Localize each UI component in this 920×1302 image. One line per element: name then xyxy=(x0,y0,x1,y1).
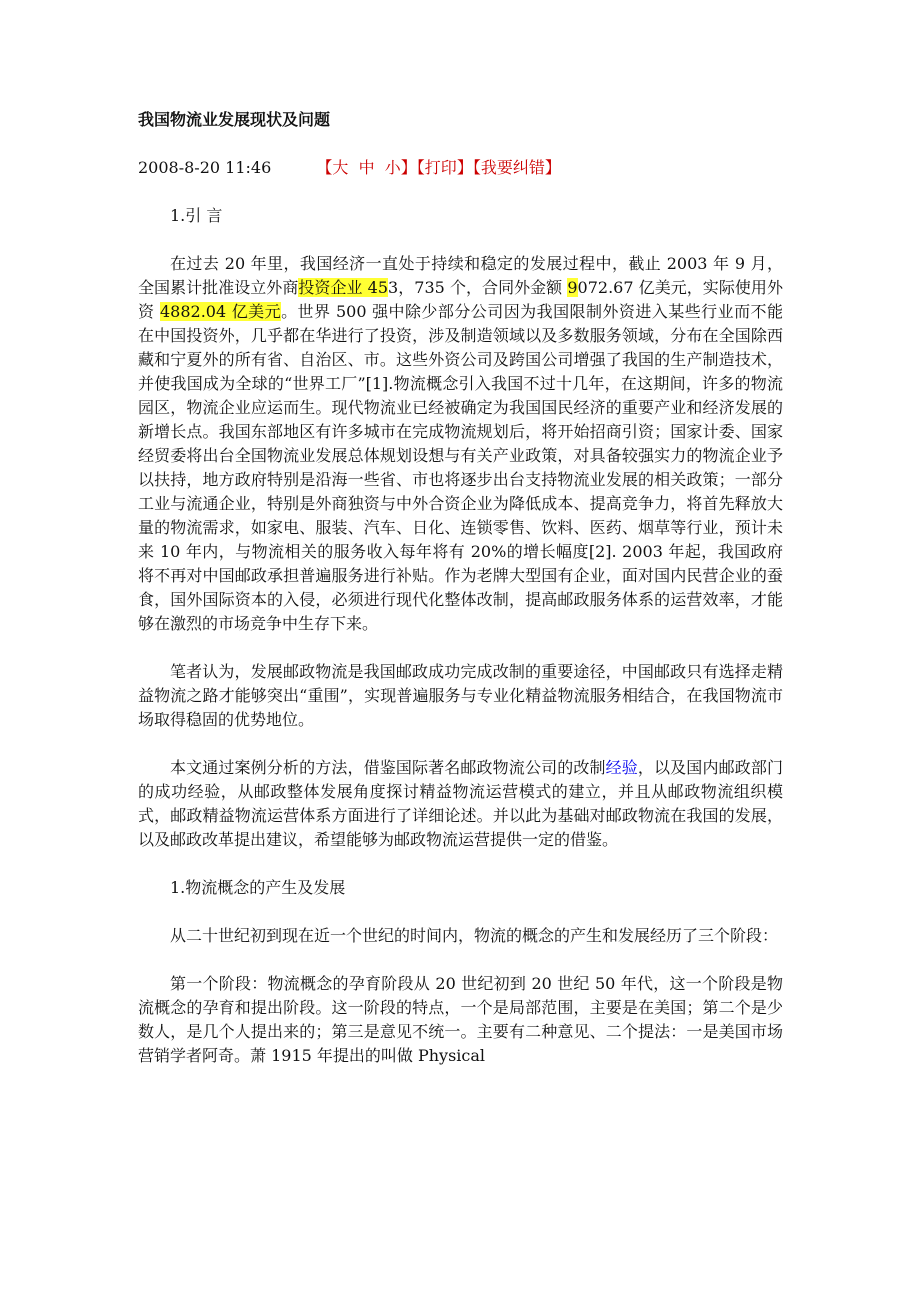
font-size-small-link[interactable]: 小 xyxy=(384,158,401,177)
article xyxy=(138,108,783,1092)
paragraph-4: 从二十世纪初到现在近一个世纪的时间内，物流的概念的产生和发展经历了三个阶段： xyxy=(170,926,779,945)
paragraph-1: 在过去 20 年里，我国经济一直处于持续和稳定的发展过程中，截止 2003 年 9 月，全国累计批准设立外商投资企业 453，735 个，合同外金额 9072.67 亿美元，实际使用外资 4882.04 亿美元。世界 500 强中除少部分公司因为我国限制外资进入某些行业而不能在中国投资外，几乎都在华进行了投资，涉及制造领域以及多数服务领域，分布在全国除西藏和宁夏外的所有省、自治区、市。这些外资公司及跨国公司增强了我国的生产制造技术，并使我国成为全球的“世界工厂”[1].物流概念引入我国不过十几年，在这期间，许多的物流园区，物流企业应运而生。现代物流业已经被确定为我国国民经济的重要产业和经济发展的新增长点。我国东部地区有许多城市在完成物流规划后，将开始招商引资；国家计委、国家经贸委将出台全国物流业发展总体规划设想与有关产业政策，对具备较强实力的物流企业予以扶持，地方政府特别是沿海一些省、市也将逐步出台支持物流业发展的相关政策；一部分工业与流通企业，特别是外商独资与中外合资企业为降低成本、提高竞争力，将首先释放大量的物流需求，如家电、服装、汽车、日化、连锁零售、饮料、医药、烟草等行业，预计未来 10 年内，与物流相关的服务收入每年将有 20%的增长幅度[2]. 2003 年起，我国政府将不再对中国邮政承担普遍服务进行补贴。作为老牌大型国有企业，面对国内民营企业的蚕食，国外国际资本的入侵，必须进行现代化整体改制，提高邮政服务体系的运营效率，才能够在激烈的市场竞争中生存下来。 xyxy=(138,254,783,633)
print-control: 【打印】 xyxy=(416,158,473,177)
report-error-control: 【我要纠错】 xyxy=(472,158,561,177)
highlight-1: 投资企业 45 xyxy=(298,278,389,297)
article-meta xyxy=(138,156,783,180)
highlight-3: 4882.04 亿美元 xyxy=(160,302,282,321)
highlight-2: 9 xyxy=(567,278,578,297)
report-error-link[interactable]: 我要纠错 xyxy=(480,158,545,177)
experience-link[interactable]: 经验 xyxy=(605,758,638,777)
print-link[interactable]: 打印 xyxy=(424,158,457,177)
section-heading-intro: 1.引 言 xyxy=(170,206,223,225)
font-size-controls: 【大 中 小】 xyxy=(316,158,417,177)
font-size-medium-link[interactable]: 中 xyxy=(358,158,375,177)
section-heading-concept: 1.物流概念的产生及发展 xyxy=(170,878,346,897)
publish-date: 2008-8-20 11:46 xyxy=(138,158,272,177)
paragraph-3: 本文通过案例分析的方法，借鉴国际著名邮政物流公司的改制经验，以及国内邮政部门的成功经验，从邮政整体发展角度探讨精益物流运营模式的建立，并且从邮政物流组织模式，邮政精益物流运营体系方面进行了详细论述。并以此为基础对邮政物流在我国的发展，以及邮政改革提出建议，希望能够为邮政物流运营提供一定的借鉴。 xyxy=(138,758,783,849)
paragraph-5: 第一个阶段：物流概念的孕育阶段从 20 世纪初到 20 世纪 50 年代，这一个阶段是物流概念的孕育和提出阶段。这一阶段的特点，一个是局部范围，主要是在美国；第二个是少数人，是几个人提出来的；第三是意见不统一。主要有二种意见、二个提法：一是美国市场营销学者阿奇。萧 1915 年提出的叫做 Physical xyxy=(138,974,783,1065)
page-title: 我国物流业发展现状及问题 xyxy=(138,110,331,129)
font-size-large-link[interactable]: 大 xyxy=(332,158,349,177)
paragraph-2: 笔者认为，发展邮政物流是我国邮政成功完成改制的重要途径，中国邮政只有选择走精益物流之路才能够突出“重围”，实现普遍服务与专业化精益物流服务相结合，在我国物流市场取得稳固的优势地位。 xyxy=(138,662,783,729)
